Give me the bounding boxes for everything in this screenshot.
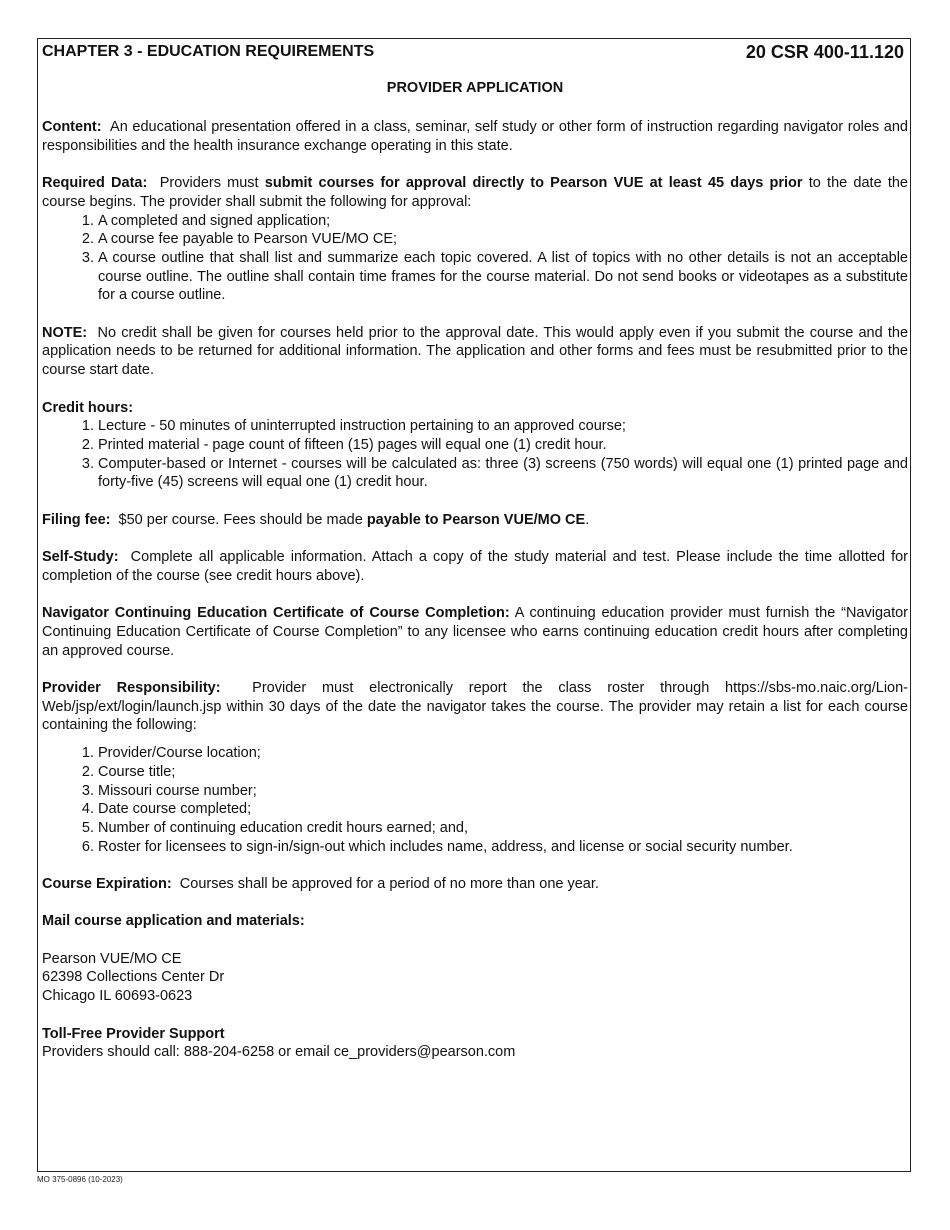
required-text-bold: submit courses for approval directly to Pearson VUE at least 45 days prior <box>264 175 803 192</box>
list-item: 3. A course outline that shall list and summarize each topic covered. A list of topics with no other details is not an acceptable course outline. The outline shall contain time frames for the course material. Do not send books or videotapes as a substitute for a course outline. <box>98 249 908 305</box>
list-item: 2. Printed material - page count of fifteen (15) pages will equal one (1) credit hour. <box>98 436 908 455</box>
credit-hours-label: Credit hours: <box>42 399 134 416</box>
list-item: 1. A completed and signed application; <box>98 212 908 231</box>
address-line: 62398 Collections Center Dr <box>42 969 225 986</box>
list-item: 1. Lecture - 50 minutes of uninterrupted instruction pertaining to an approved course; <box>98 417 908 436</box>
list-item: 6. Roster for licensees to sign-in/sign-out which includes name, address, and license or social security number. <box>98 838 908 857</box>
certificate-label: Navigator Continuing Education Certificate of Course Completion: <box>42 605 510 622</box>
filing-fee-section <box>42 511 908 530</box>
address-line: Chicago IL 60693-0623 <box>42 988 193 1005</box>
regulation-code: 20 CSR 400-11.120 <box>745 42 904 62</box>
list-item: 3. Computer-based or Internet - courses will be calculated as: three (3) screens (750 words) will equal one (1) printed page and forty-five (45) screens will equal one (1) credit hour. <box>98 455 908 492</box>
address-line: Pearson VUE/MO CE <box>42 950 182 967</box>
mail-label: Mail course application and materials: <box>42 913 305 930</box>
fee-text-pre: $50 per course. Fees should be made <box>118 511 363 528</box>
filing-fee-label: Filing fee: <box>42 511 111 528</box>
required-text-post: to the date the course begins. The provider shall submit the following for approval: <box>42 175 908 210</box>
list-item: 4. Date course completed; <box>98 800 908 819</box>
form-number: MO 375-0896 (10-2023) <box>37 1175 123 1184</box>
certificate-section <box>42 604 908 660</box>
required-text-pre: Providers must <box>159 175 259 192</box>
course-expiration-label: Course Expiration: <box>42 876 172 892</box>
credit-hours-section <box>42 399 908 418</box>
list-item: 5. Number of continuing education credit hours earned; and, <box>98 819 908 838</box>
chapter-heading: CHAPTER 3 - EDUCATION REQUIREMENTS <box>42 43 375 60</box>
required-data-section <box>42 174 908 211</box>
self-study-text: Complete all applicable information. Attach a copy of the study material and test. Please include the time allotted for completion of the course (see credit hours above). <box>42 549 909 584</box>
provider-support-section <box>42 1025 908 1062</box>
content-section <box>42 118 908 155</box>
provider-responsibility-text: Provider must electronically report the class roster through https://sbs-mo.naic.org/Lion-Web/jsp/ext/login/launch.jsp within 30 days of the date the navigator takes the course. The provider may retain a list for each course containing the following: <box>42 679 908 734</box>
provider-responsibility-section <box>42 679 908 735</box>
course-expiration-text: Courses shall be approved for a period of no more than one year. <box>179 876 599 892</box>
provider-support-label: Toll-Free Provider Support <box>42 1025 225 1042</box>
page-title: PROVIDER APPLICATION <box>386 80 564 96</box>
self-study-label: Self-Study: <box>42 549 119 566</box>
self-study-section <box>42 548 908 585</box>
note-section <box>42 324 908 380</box>
mail-section <box>42 912 908 931</box>
list-item: 2. A course fee payable to Pearson VUE/MO CE; <box>98 230 908 249</box>
list-item: 1. Provider/Course location; <box>98 744 908 763</box>
credit-hours-list <box>42 417 908 492</box>
fee-text-bold: payable to Pearson VUE/MO CE <box>366 511 586 528</box>
provider-support-text: Providers should call: 888-204-6258 or email ce_providers@pearson.com <box>42 1044 516 1061</box>
list-item: 3. Missouri course number; <box>98 782 908 801</box>
certificate-text: A continuing education provider must furnish the “Navigator Continuing Education Certificate of Course Completion” to any licensee who earns continuing education credit hours after completing an approved course. <box>42 605 909 659</box>
content-label: Content: <box>42 119 102 135</box>
provider-responsibility-label: Provider Responsibility: <box>42 679 221 696</box>
note-text: No credit shall be given for courses held prior to the approval date. This would apply even if you submit the course and the application needs to be returned for additional information. The application and other forms and fees must be resubmitted prior to the course start date. <box>42 324 909 379</box>
list-item: 2. Course title; <box>98 763 908 782</box>
required-data-label: Required Data: <box>42 175 148 192</box>
document-body <box>42 118 908 1062</box>
fee-text-post: . <box>585 511 590 528</box>
provider-responsibility-list <box>42 744 908 856</box>
required-data-list <box>42 212 908 306</box>
note-label: NOTE: <box>42 324 88 341</box>
content-text: An educational presentation offered in a class, seminar, self study or other form of instruction regarding navigator roles and responsibilities and the health insurance exchange operating in this state. <box>42 119 908 154</box>
course-expiration-section <box>42 875 908 894</box>
mailing-address <box>42 950 908 1006</box>
